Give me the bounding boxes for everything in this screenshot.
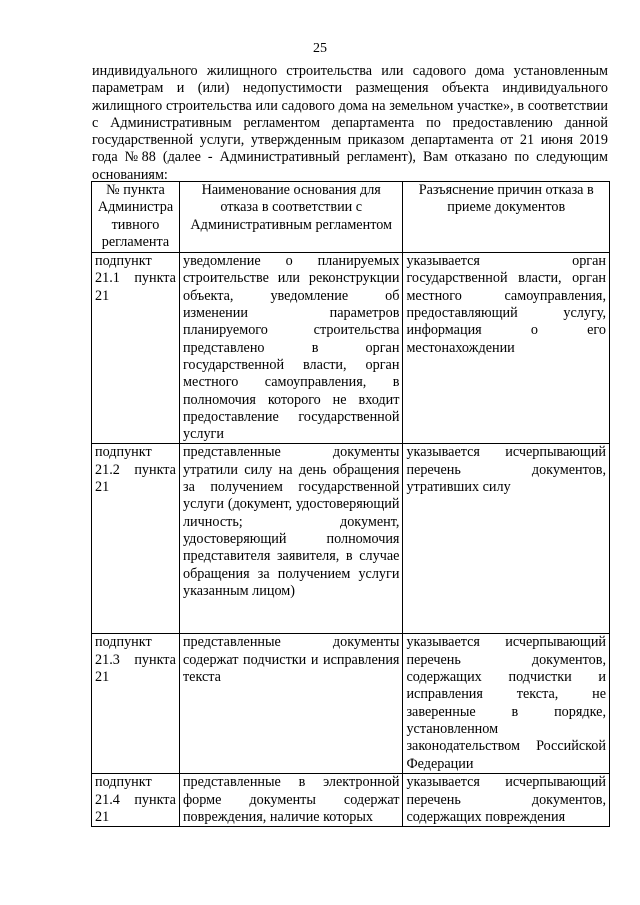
cell-point: подпункт 21.4 пункта 21 [92,774,180,827]
cell-ground: представленные документы содержат подчистки и исправления текста [179,634,402,774]
column-header-point: № пункта Администра тивного регламента [92,182,180,253]
page-number: 25 [313,41,327,56]
table-row [92,634,610,774]
intro-paragraph: индивидуального жилищного строительства или садового дома установленным параметрам и (или) недопустимости размещения объекта индивидуального жилищного строительства или садового дома на земельном участке», в соответствии с Административным регламентом департамента по предоставлению данной государственной услуги, утвержденным приказом департамента от 21 июня 2019 года №88 (далее - Административный регламент), Вам отказано по следующим основаниям: [92,63,608,183]
cell-explanation: указывается исчерпывающий перечень документов, содержащих подчистки и исправления текста, не заверенные в порядке, установленном законодательством Российской Федерации [403,634,610,774]
cell-point: подпункт 21.2 пункта 21 [92,444,180,634]
cell-explanation: указывается исчерпывающий перечень документов, утративших силу [403,444,610,634]
cell-explanation: указывается орган государственной власти, орган местного самоуправления, предоставляющий услугу, информация о его местонахождении [403,253,610,444]
table-row [92,774,610,827]
cell-explanation: указывается исчерпывающий перечень документов, содержащих повреждения [403,774,610,827]
column-header-explanation: Разъяснение причин отказа в приеме документов [403,182,610,253]
cell-ground: представленные в электронной форме документы содержат повреждения, наличие которых [179,774,402,827]
cell-point: подпункт 21.3 пункта 21 [92,634,180,774]
table-row [92,444,610,634]
table-row [92,253,610,444]
cell-point: подпункт 21.1 пункта 21 [92,253,180,444]
column-header-ground: Наименование основания для отказа в соответствии с Административным регламентом [179,182,402,253]
refusal-grounds-table [91,181,610,827]
cell-ground: представленные документы утратили силу на день обращения за получением государственной услуги (документ, удостоверяющий личность; документ, удостоверяющий полномочия представителя заявителя, в случае обращения за получением услуги указанным лицом) [179,444,402,634]
table-header-row [92,182,610,253]
cell-ground: уведомление о планируемых строительстве или реконструкции объекта, уведомление об изменении параметров планируемого строительства представлено в орган государственной власти, орган местного самоуправления, в полномочия которого не входит предоставление государственной услуги [179,253,402,444]
table-body [92,253,610,827]
table-header [92,182,610,253]
